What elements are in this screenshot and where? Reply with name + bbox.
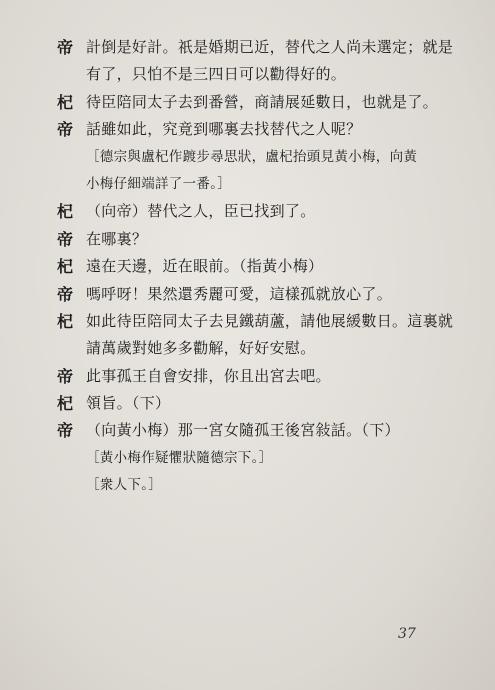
speaker-label: 杞 xyxy=(57,202,74,222)
script-line xyxy=(0,281,495,308)
script-line xyxy=(0,116,495,143)
script-line xyxy=(0,61,495,88)
script-line xyxy=(0,89,495,116)
line-text: 嗎呼呀！果然還秀麗可愛，這樣孤就放心了。 xyxy=(86,284,393,303)
line-text: 小梅仔細端詳了一番。］ xyxy=(86,175,232,192)
script-line xyxy=(0,253,495,280)
script-line xyxy=(0,390,495,417)
speaker-label: 帝 xyxy=(57,38,74,57)
line-text: ［衆人下。］ xyxy=(86,477,163,494)
stage-direction xyxy=(0,445,495,472)
line-text: ［黃小梅作疑懼狀隨德宗下。］ xyxy=(86,449,273,466)
line-text: 請萬歲對她多多勸解，好好安慰。 xyxy=(86,339,316,358)
script-line xyxy=(0,34,495,61)
speaker-label: 杞 xyxy=(57,257,74,277)
line-text: 待臣陪同太子去到番營，商請展延數日，也就是了。 xyxy=(86,92,438,111)
line-text: 如此待臣陪同太子去見鐵葫蘆，請他展緩數日。這裏就 xyxy=(86,311,454,330)
script-line xyxy=(0,226,495,253)
script-lines xyxy=(0,34,495,500)
script-line xyxy=(0,198,495,225)
line-text: 遠在天邊，近在眼前。（指黃小梅） xyxy=(86,257,324,276)
line-text: 有了，只怕不是三四日可以勸得好的。 xyxy=(86,65,347,84)
speaker-label: 帝 xyxy=(57,229,74,249)
speaker-label: 帝 xyxy=(57,284,74,304)
line-text: ［德宗與盧杞作踱步尋思狀，盧杞抬頭見黃小梅，向黃 xyxy=(86,148,418,165)
page-number: 37 xyxy=(398,626,416,642)
script-line xyxy=(0,417,495,444)
script-line xyxy=(0,363,495,390)
speaker-label: 帝 xyxy=(57,421,74,441)
line-text: 領旨。（下） xyxy=(86,394,171,413)
speaker-label: 帝 xyxy=(57,120,74,140)
stage-direction xyxy=(0,144,495,171)
speaker-label: 杞 xyxy=(57,394,74,414)
stage-direction xyxy=(0,472,495,499)
line-text: 計倒是好計。祇是婚期已近，替代之人尚未選定；就是 xyxy=(86,38,454,56)
speaker-label: 杞 xyxy=(57,92,74,112)
line-text: （向黃小梅）那一宮女隨孤王後宮敍話。（下） xyxy=(86,421,400,440)
line-text: 在哪裏？ xyxy=(86,229,148,248)
script-line xyxy=(0,335,495,362)
script-line xyxy=(0,308,495,335)
line-text: 此事孤王自會安排，你且出宮去吧。 xyxy=(86,366,331,385)
speaker-label: 杞 xyxy=(57,311,74,331)
stage-direction xyxy=(0,171,495,198)
line-text: 話雖如此，究竟到哪裏去找替代之人呢？ xyxy=(86,120,362,139)
line-text: （向帝）替代之人，臣已找到了。 xyxy=(86,202,316,221)
speaker-label: 帝 xyxy=(57,366,74,386)
